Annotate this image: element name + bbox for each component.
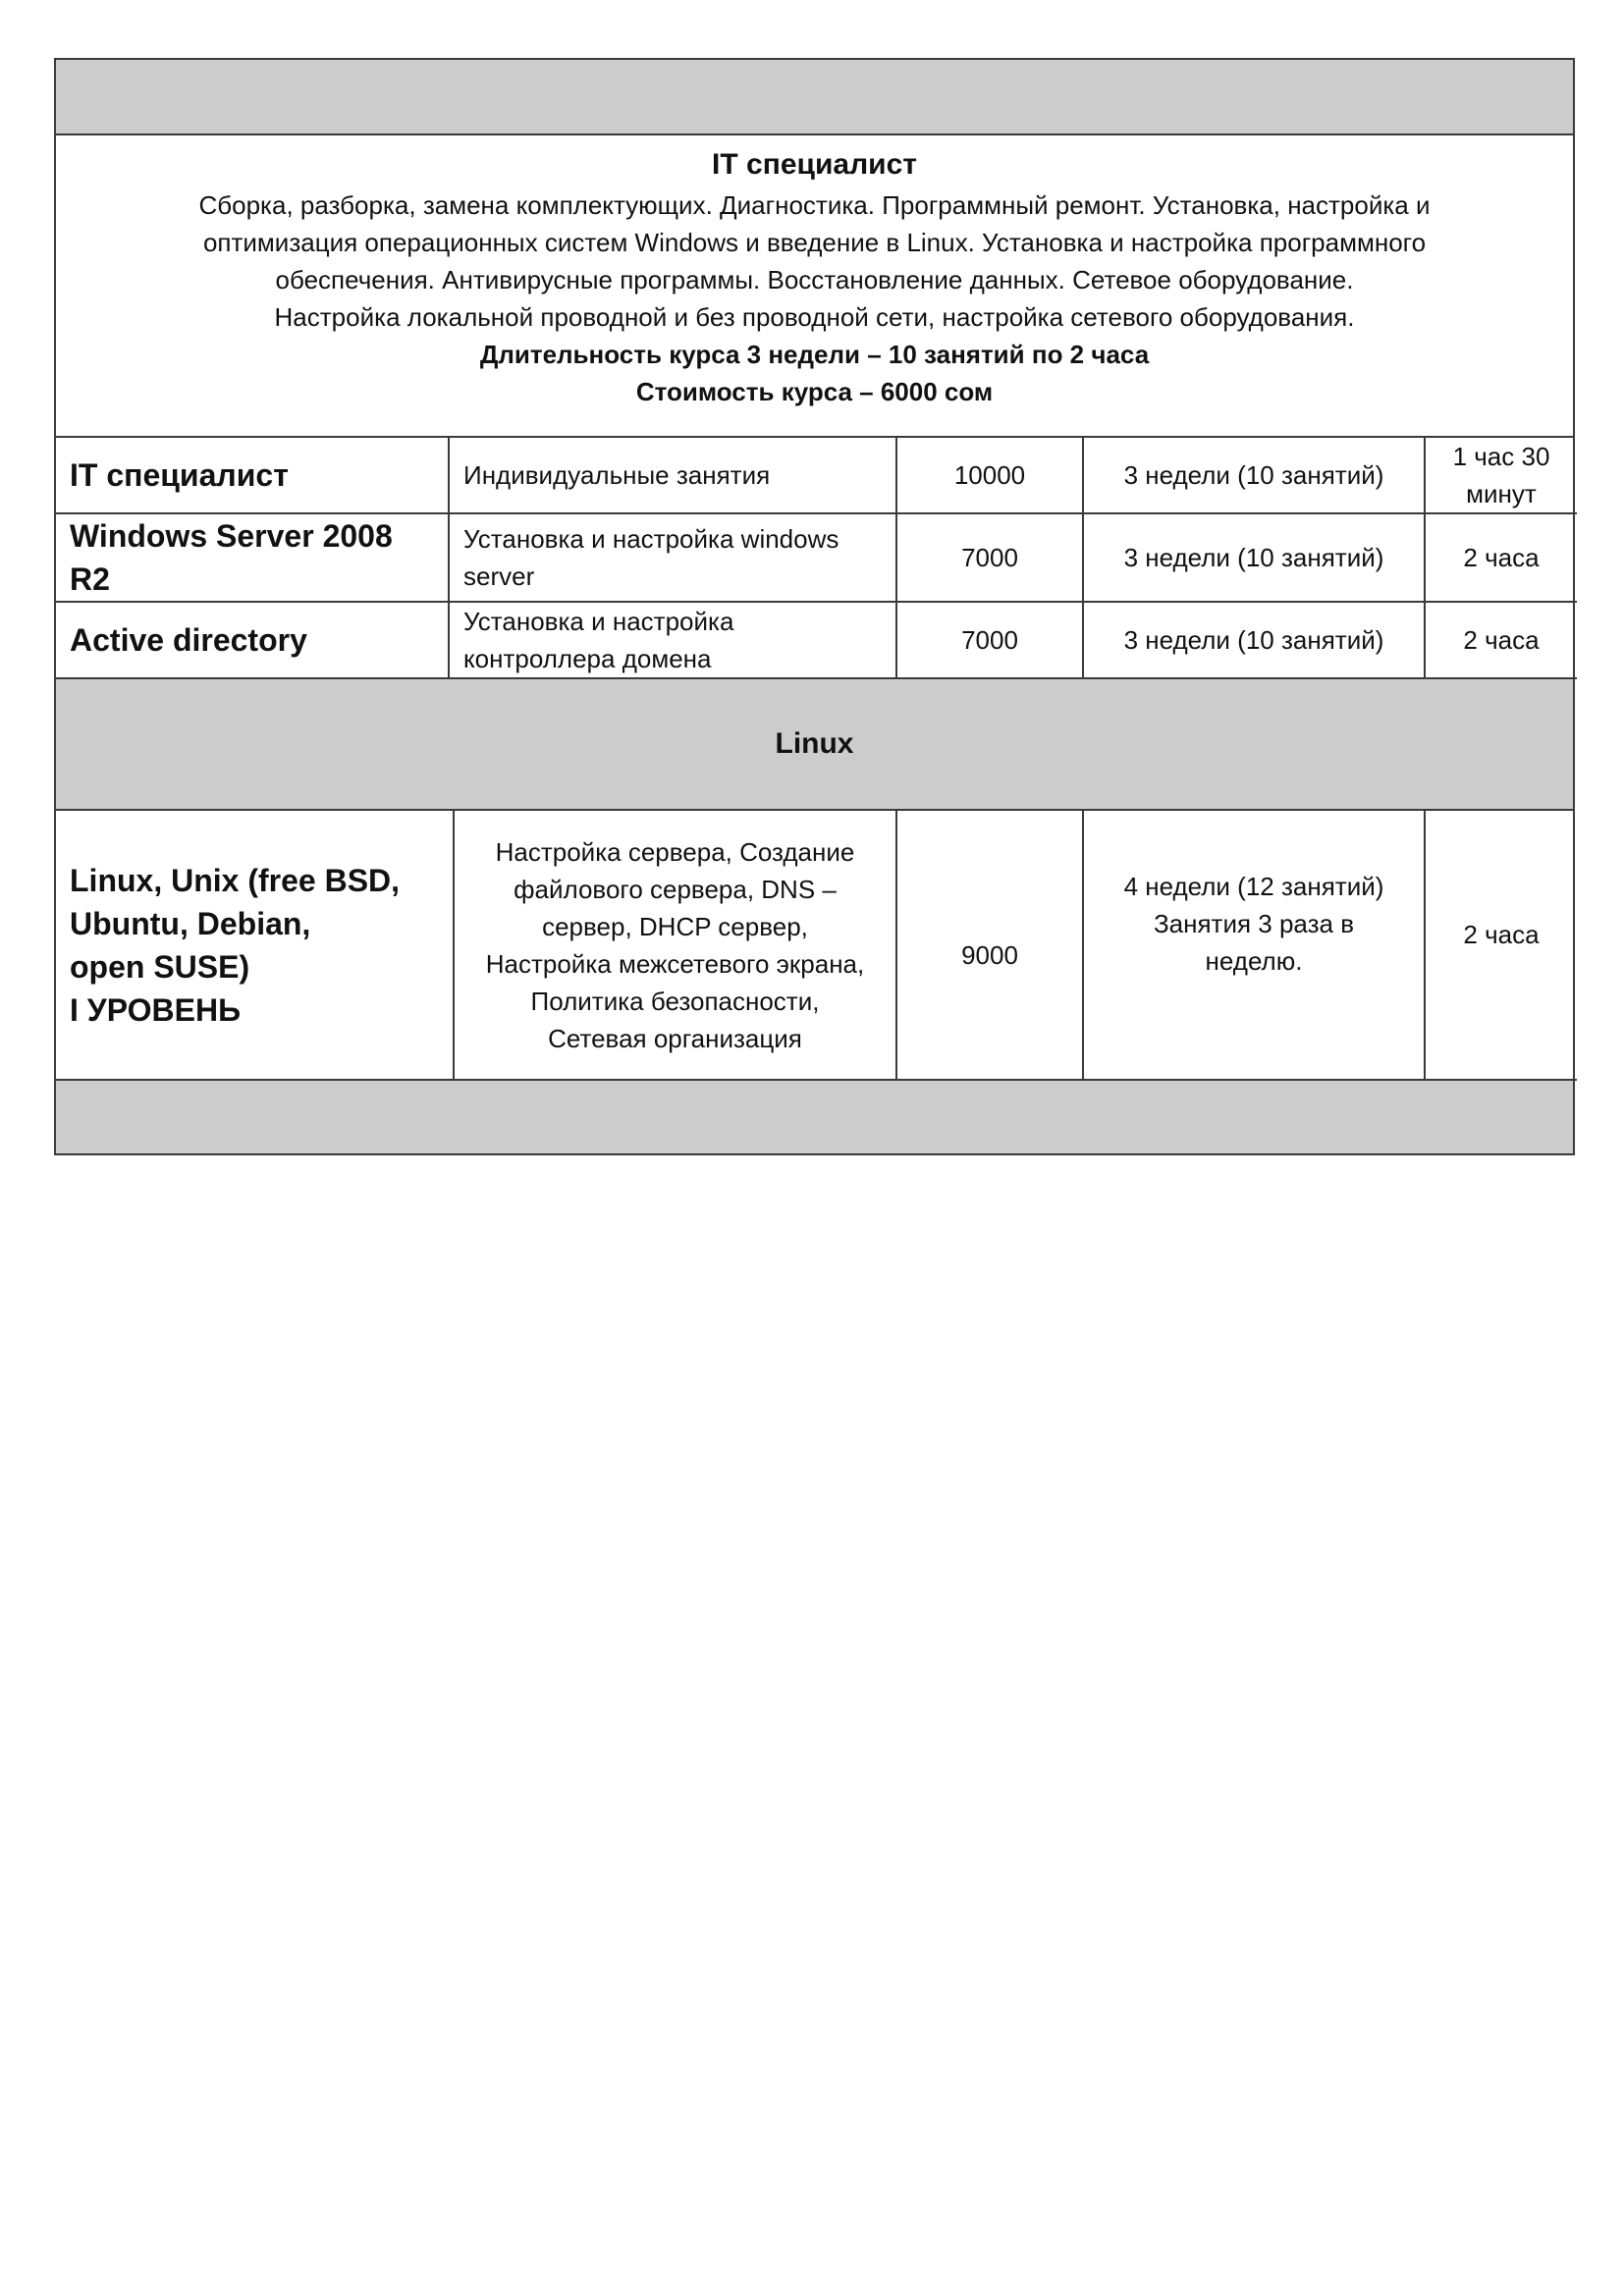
lesson-length: 1 час 30 минут — [1425, 438, 1577, 513]
course-price: 7000 — [896, 602, 1083, 678]
top-gray-bar — [56, 60, 1573, 135]
course-description: Установка и настройка контроллера домена — [449, 602, 896, 678]
price-sheet — [54, 58, 1575, 1155]
intro-line: обеспечения. Антивирусные программы. Восстановление данных. Сетевое оборудование. — [275, 265, 1354, 294]
section-title-linux: Linux — [56, 679, 1573, 811]
course-description: Установка и настройка windows server — [449, 513, 896, 602]
course-name: Linux, Unix (free BSD, Ubuntu, Debian, open SUSE) I УРОВЕНЬ — [56, 811, 454, 1080]
course-intro — [56, 135, 1573, 438]
course-description: Индивидуальные занятия — [449, 438, 896, 513]
lesson-length: 2 часа — [1425, 602, 1577, 678]
table-row — [56, 811, 1577, 1080]
course-period: 3 недели (10 занятий) — [1083, 602, 1425, 678]
table-row — [56, 513, 1577, 602]
courses-table — [56, 438, 1577, 679]
intro-line: Настройка локальной проводной и без проводной сети, настройка сетевого оборудования. — [274, 302, 1355, 332]
intro-line: Сборка, разборка, замена комплектующих. Диагностика. Программный ремонт. Установка, настройка и — [198, 190, 1431, 220]
course-name: IT специалист — [56, 438, 449, 513]
course-name: Windows Server 2008 R2 — [56, 513, 449, 602]
course-period: 3 недели (10 занятий) — [1083, 513, 1425, 602]
lesson-length: 2 часа — [1425, 513, 1577, 602]
linux-course-table — [56, 811, 1577, 1081]
intro-line: оптимизация операционных систем Windows и введение в Linux. Установка и настройка программного — [202, 228, 1427, 257]
course-price: 7000 — [896, 513, 1083, 602]
course-description: Настройка сервера, Создание файлового сервера, DNS – сервер, DHCP сервер, Настройка межсетевого экрана, Политика безопасности, Сетевая организация — [454, 811, 896, 1080]
course-period: 3 недели (10 занятий) — [1083, 438, 1425, 513]
intro-price: Стоимость курса – 6000 сом — [635, 377, 994, 406]
course-name: Active directory — [56, 602, 449, 678]
table-row — [56, 438, 1577, 513]
table-row — [56, 602, 1577, 678]
lesson-length: 2 часа — [1425, 811, 1577, 1080]
course-period: 4 недели (12 занятий) Занятия 3 раза в неделю. — [1083, 811, 1425, 1080]
intro-duration: Длительность курса 3 недели – 10 занятий по 2 часа — [479, 340, 1150, 369]
intro-title: IT специалист — [712, 148, 917, 181]
bottom-gray-bar — [56, 1081, 1573, 1153]
course-price: 10000 — [896, 438, 1083, 513]
course-price: 9000 — [896, 811, 1083, 1080]
